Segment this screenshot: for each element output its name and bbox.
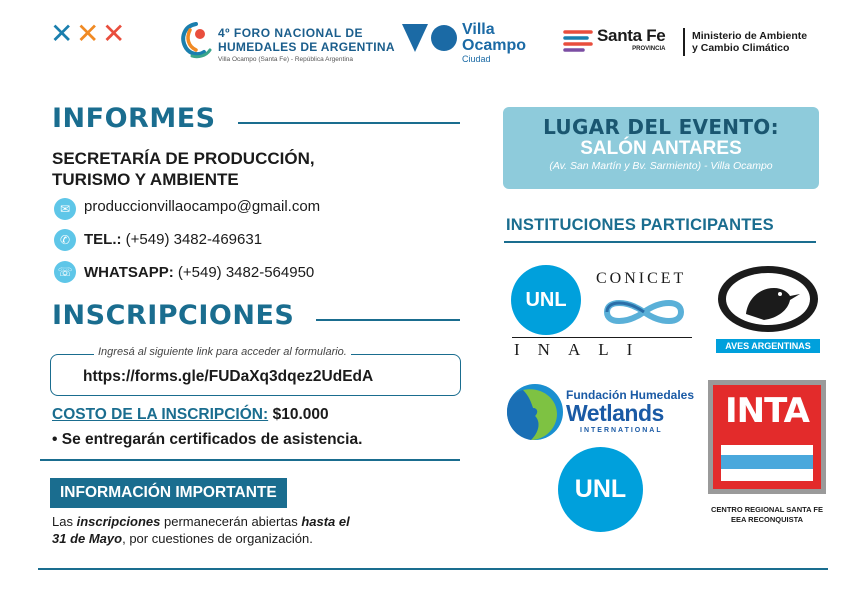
- inta-logo: [708, 380, 826, 494]
- bottom-rule: [38, 568, 828, 570]
- imp-t1: Las: [52, 514, 77, 529]
- inali-label: INALI: [514, 340, 651, 359]
- unl2-label: UNL: [574, 475, 627, 503]
- inta-caption-line2: EEA RECONQUISTA: [730, 515, 804, 524]
- whatsapp-icon: ☏: [54, 261, 76, 283]
- ministerio-line1: Ministerio de Ambiente: [692, 30, 808, 42]
- secretaria-line1: SECRETARÍA DE PRODUCCIÓN,: [52, 149, 315, 168]
- header-divider: [683, 28, 685, 56]
- unl-logo-2: [558, 447, 643, 532]
- conicet-infinity-icon: [597, 292, 691, 332]
- form-link[interactable]: https://forms.gle/FUDaXq3dqez2UdEdA: [83, 368, 374, 385]
- inta-stripe-mid: [721, 455, 813, 469]
- section-divider: [40, 459, 460, 461]
- lugar-box: [503, 107, 819, 189]
- inali-rule: [512, 337, 692, 338]
- inta-stripe-bot: [721, 469, 813, 481]
- aves-argentinas-bird-icon: [716, 264, 820, 334]
- phone-label: TEL.:: [84, 231, 122, 248]
- unl-logo: [511, 265, 581, 335]
- costo-price: $10.000: [272, 406, 329, 423]
- inta-word: INTA: [725, 391, 809, 431]
- lugar-address: (Av. San Martín y Bv. Sarmiento) - Villa Ocampo: [549, 160, 773, 172]
- email-link[interactable]: produccionvillaocampo@gmail.com: [84, 198, 321, 215]
- phone-line: [84, 231, 262, 248]
- imp-t3: permanecerán abiertas: [160, 514, 302, 529]
- ministerio-line2: y Cambio Climático: [692, 42, 790, 54]
- x-mark-icon: ✕: [50, 17, 74, 50]
- lugar-title: LUGAR DEL EVENTO:: [543, 115, 779, 139]
- inscripciones-rule: [316, 319, 460, 321]
- wetlands-line3: INTERNATIONAL: [580, 427, 663, 434]
- certificados-note: • Se entregarán certificados de asistencia.: [52, 431, 363, 448]
- informes-title: INFORMES: [52, 103, 216, 134]
- villa-ocampo-logo: [402, 22, 542, 62]
- wetlands-text: [566, 388, 694, 434]
- imp-t2: inscripciones: [76, 514, 161, 529]
- x-mark-icon: ✕: [102, 17, 126, 50]
- imp-t6: , por cuestiones de organización.: [122, 531, 313, 546]
- importante-badge: INFORMACIÓN IMPORTANTE: [50, 478, 287, 508]
- secretaria-heading: [52, 148, 315, 190]
- lugar-salon: SALÓN ANTARES: [580, 138, 742, 159]
- santa-fe-logo: [563, 26, 683, 58]
- importante-text: [52, 513, 452, 547]
- unl-label: UNL: [525, 289, 567, 311]
- costo-label: COSTO DE LA INSCRIPCIÓN:: [52, 406, 269, 423]
- header-x-logo: [50, 17, 130, 50]
- foro-location: Villa Ocampo (Santa Fe) - República Argentina: [218, 56, 354, 63]
- wetlands-face-icon: [505, 382, 567, 444]
- whatsapp-label: WHATSAPP:: [84, 264, 174, 281]
- phone-icon: ✆: [54, 229, 76, 251]
- conicet-label: CONICET: [596, 270, 687, 287]
- phone-number[interactable]: (+549) 3482-469631: [125, 231, 263, 248]
- inta-stripe-top: [721, 445, 813, 455]
- foro-title-line1: 4º FORO NACIONAL DE: [218, 26, 364, 40]
- vo-line3: Ciudad: [462, 54, 491, 64]
- foro-emblem-icon: [178, 20, 214, 60]
- vo-emblem-icon: [402, 22, 458, 54]
- wetlands-line1: Fundación Humedales: [566, 388, 695, 402]
- whatsapp-line: [84, 264, 314, 281]
- santa-fe-province: PROVINCIA: [632, 46, 666, 52]
- ministerio-label: [692, 30, 807, 54]
- santa-fe-flag-icon: [563, 28, 593, 52]
- inta-caption: [700, 505, 834, 525]
- instituciones-rule: [504, 241, 816, 243]
- x-mark-icon: ✕: [76, 17, 100, 50]
- instituciones-title: INSTITUCIONES PARTICIPANTES: [506, 216, 774, 234]
- vo-line2: Ocampo: [462, 37, 527, 54]
- imp-t5: 31 de Mayo: [52, 531, 123, 546]
- aves-argentinas-label: AVES ARGENTINAS: [716, 339, 820, 353]
- costo-line: [52, 406, 329, 424]
- whatsapp-number[interactable]: (+549) 3482-564950: [177, 264, 315, 281]
- inta-caption-line1: CENTRO REGIONAL SANTA FE: [711, 505, 823, 514]
- santa-fe-name: Santa Fe: [597, 26, 666, 45]
- form-caption: Ingresá al siguiente link para acceder al formulario.: [94, 346, 351, 358]
- foro-title-line2: HUMEDALES DE ARGENTINA: [218, 40, 395, 54]
- vo-line1: Villa: [462, 21, 495, 38]
- wetlands-line2: Wetlands: [566, 400, 664, 426]
- informes-rule: [238, 122, 460, 124]
- foro-logo: [178, 20, 395, 64]
- inscripciones-title: INSCRIPCIONES: [52, 300, 295, 331]
- imp-t4: hasta el: [301, 514, 350, 529]
- email-icon: ✉: [54, 198, 76, 220]
- secretaria-line2: TURISMO Y AMBIENTE: [52, 170, 239, 189]
